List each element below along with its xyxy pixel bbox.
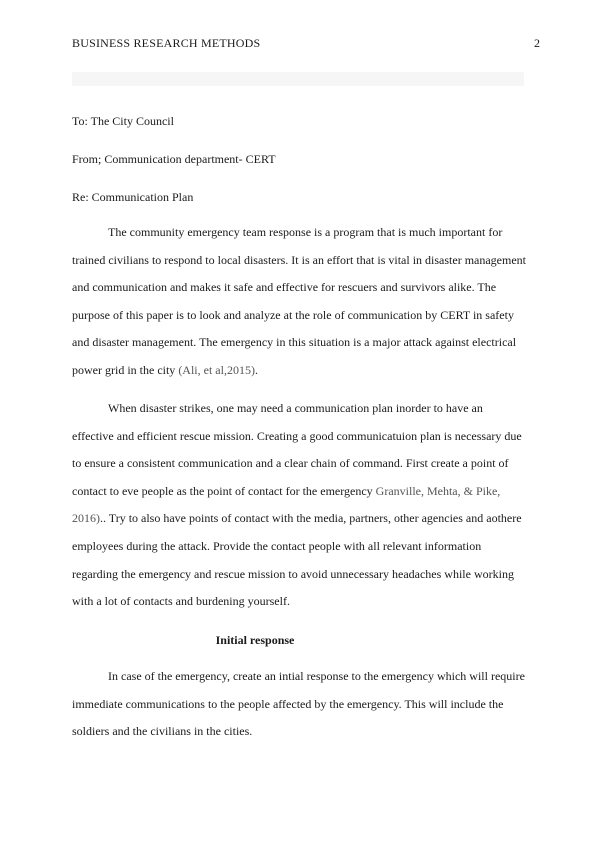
paragraph-intro-tail: .: [254, 362, 258, 377]
page-number: 2: [534, 36, 540, 50]
header-divider-bar: [72, 72, 524, 86]
section-heading-initial-response: Initial response: [215, 633, 295, 647]
citation-ali: (Ali, et al,2015): [178, 362, 255, 377]
running-head: BUSINESS RESEARCH METHODS: [72, 36, 261, 50]
paragraph-initial-response-text: In case of the emergency, create an intial response to the emergency which will require immediate communications to the people affected by the emergency. This will include the soldiers and the civilians in the cities.: [72, 669, 525, 739]
paragraph-communication-plan: [72, 395, 526, 616]
paragraph-plan-text-b: .. Try to also have points of contact with the media, partners, other agencies and aothere employees during the attack. Provide the contact people with all relevant information regarding the emergency and rescue mission to avoid unnecessary headaches while working with a lot of contacts and burdening yourself.: [72, 511, 522, 609]
citation-granville: Granville, Mehta, & Pike, 2016): [72, 483, 501, 526]
memo-re-line: Re: Communication Plan: [72, 190, 194, 204]
memo-from-line: From; Communication department- CERT: [72, 152, 276, 166]
paragraph-intro: [72, 219, 526, 385]
paragraph-plan-text-a: When disaster strikes, one may need a communication plan inorder to have an effective and efficient rescue mission. Creating a good communicatuion plan is necessary due to ensure a consistent communication and a clear chain of command. First create a point of contact to eve people as the point of contact for the emergency: [72, 401, 522, 498]
paragraph-intro-text: The community emergency team response is a program that is much important for trained civilians to respond to local disasters. It is an effort that is vital in disaster management and communication and makes it safe and effective for rescuers and survivors alike. The purpose of this paper is to look and analyze at the role of communication by CERT in safety and disaster management. The emergency in this situation is a major attack against electrical power grid in the city: [72, 225, 526, 377]
paragraph-initial-response: [72, 663, 526, 746]
memo-to-line: To: The City Council: [72, 114, 174, 128]
